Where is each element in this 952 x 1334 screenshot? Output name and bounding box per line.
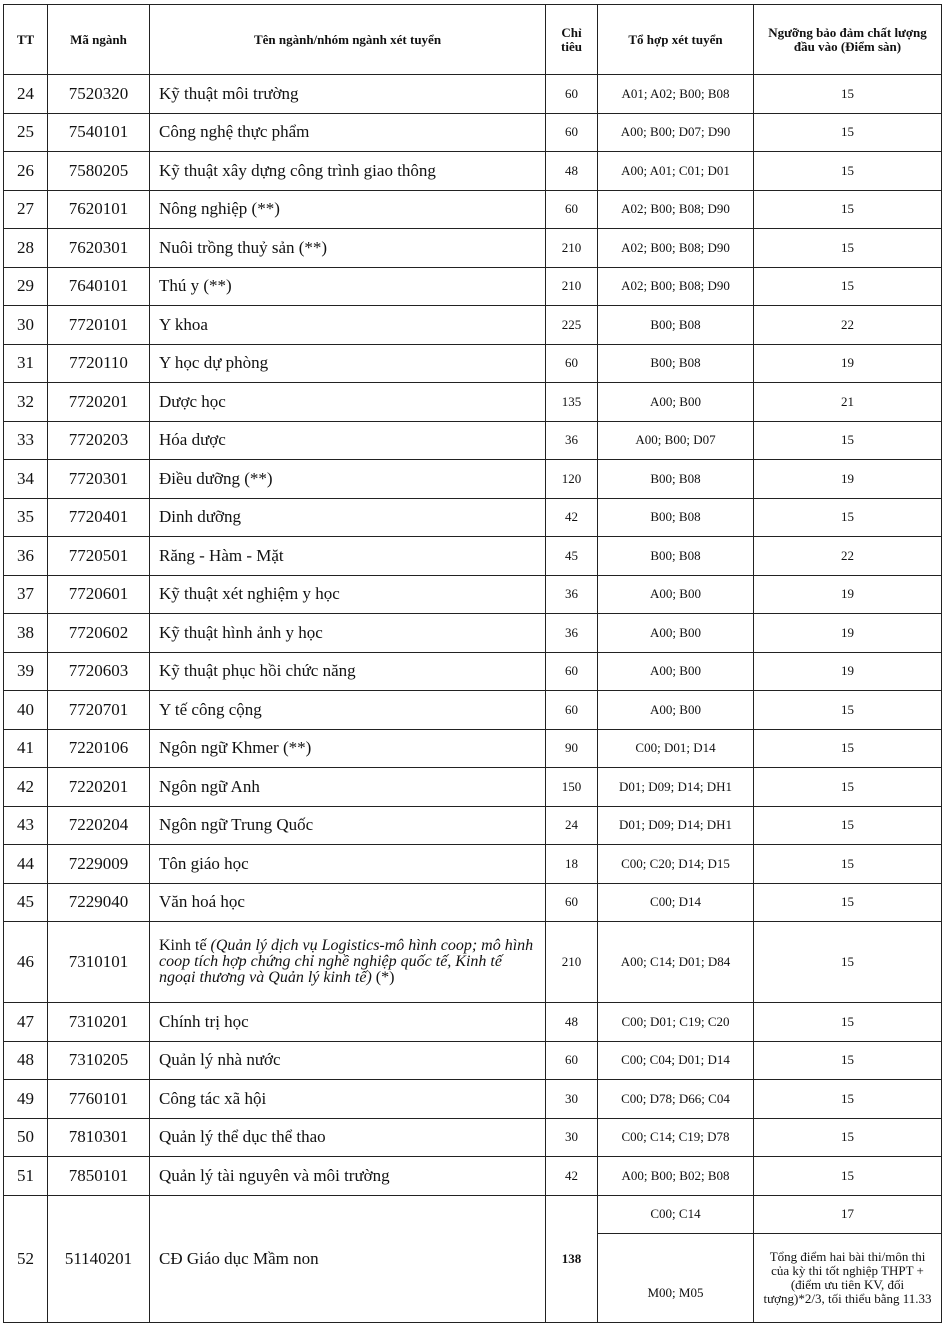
cell-tt: 50 xyxy=(4,1118,48,1157)
cell-quota: 48 xyxy=(546,152,598,191)
cell-floor: 15 xyxy=(754,152,942,191)
cell-floor: 15 xyxy=(754,190,942,229)
cell-quota: 60 xyxy=(546,113,598,152)
cell-quota: 30 xyxy=(546,1080,598,1119)
cell-combo: M00; M05 xyxy=(598,1234,754,1323)
cell-combo: C00; D01; D14 xyxy=(598,729,754,768)
cell-code: 7310205 xyxy=(48,1041,150,1080)
cell-code: 7229040 xyxy=(48,883,150,922)
cell-code: 7720603 xyxy=(48,652,150,691)
cell-tt: 47 xyxy=(4,1003,48,1042)
cell-quota: 225 xyxy=(546,306,598,345)
cell-quota: 60 xyxy=(546,652,598,691)
cell-combo: C00; C04; D01; D14 xyxy=(598,1041,754,1080)
cell-tt: 28 xyxy=(4,229,48,268)
header-tt: TT xyxy=(4,5,48,75)
cell-quota: 210 xyxy=(546,229,598,268)
cell-floor: 15 xyxy=(754,75,942,114)
cell-combo: C00; D14 xyxy=(598,883,754,922)
cell-floor: 21 xyxy=(754,383,942,422)
cell-name: Kỹ thuật phục hồi chức năng xyxy=(150,652,546,691)
cell-code: 7720501 xyxy=(48,537,150,576)
table-row xyxy=(4,729,942,768)
cell-combo: B00; B08 xyxy=(598,306,754,345)
cell-floor: 15 xyxy=(754,768,942,807)
cell-floor: 15 xyxy=(754,421,942,460)
cell-tt: 40 xyxy=(4,691,48,730)
cell-tt: 49 xyxy=(4,1080,48,1119)
cell-combo: C00; D78; D66; C04 xyxy=(598,1080,754,1119)
cell-quota: 36 xyxy=(546,614,598,653)
cell-name: Kỹ thuật hình ảnh y học xyxy=(150,614,546,653)
table-row xyxy=(4,421,942,460)
cell-quota: 210 xyxy=(546,267,598,306)
cell-floor: 15 xyxy=(754,922,942,1003)
header-code: Mã ngành xyxy=(48,5,150,75)
cell-quota: 30 xyxy=(546,1118,598,1157)
cell-floor: 19 xyxy=(754,460,942,499)
cell-name: Nông nghiệp (**) xyxy=(150,190,546,229)
cell-name: Nuôi trồng thuỷ sản (**) xyxy=(150,229,546,268)
cell-code: 7310201 xyxy=(48,1003,150,1042)
cell-tt: 32 xyxy=(4,383,48,422)
cell-quota: 18 xyxy=(546,845,598,884)
cell-quota: 42 xyxy=(546,1157,598,1196)
cell-code: 7720602 xyxy=(48,614,150,653)
cell-tt: 37 xyxy=(4,575,48,614)
cell-code: 7720203 xyxy=(48,421,150,460)
cell-code: 7540101 xyxy=(48,113,150,152)
cell-combo: D01; D09; D14; DH1 xyxy=(598,806,754,845)
table-row xyxy=(4,306,942,345)
table-row xyxy=(4,460,942,499)
cell-combo: A00; B00 xyxy=(598,614,754,653)
cell-floor: 15 xyxy=(754,691,942,730)
header-combo: Tổ hợp xét tuyển xyxy=(598,5,754,75)
cell-combo: A00; B00; D07; D90 xyxy=(598,113,754,152)
cell-name: Tôn giáo học xyxy=(150,845,546,884)
cell-combo: B00; B08 xyxy=(598,344,754,383)
cell-name: Kỹ thuật xét nghiệm y học xyxy=(150,575,546,614)
table-row xyxy=(4,229,942,268)
cell-combo: A02; B00; B08; D90 xyxy=(598,267,754,306)
table-row xyxy=(4,1080,942,1119)
cell-tt: 35 xyxy=(4,498,48,537)
cell-code: 7580205 xyxy=(48,152,150,191)
cell-name: Quản lý thể dục thể thao xyxy=(150,1118,546,1157)
cell-tt: 52 xyxy=(4,1195,48,1323)
cell-name: Ngôn ngữ Khmer (**) xyxy=(150,729,546,768)
cell-tt: 45 xyxy=(4,883,48,922)
cell-floor: 15 xyxy=(754,229,942,268)
cell-tt: 48 xyxy=(4,1041,48,1080)
cell-code: 7720301 xyxy=(48,460,150,499)
cell-combo: B00; B08 xyxy=(598,498,754,537)
cell-floor: 19 xyxy=(754,575,942,614)
table-row xyxy=(4,883,942,922)
cell-name: Kỹ thuật môi trường xyxy=(150,75,546,114)
cell-quota: 150 xyxy=(546,768,598,807)
cell-floor: 15 xyxy=(754,883,942,922)
cell-code: 7850101 xyxy=(48,1157,150,1196)
cell-combo: B00; B08 xyxy=(598,460,754,499)
cell-name: Dược học xyxy=(150,383,546,422)
cell-code: 7720701 xyxy=(48,691,150,730)
cell-combo: A00; B00 xyxy=(598,691,754,730)
table-row xyxy=(4,575,942,614)
cell-combo: D01; D09; D14; DH1 xyxy=(598,768,754,807)
table-row xyxy=(4,113,942,152)
cell-quota: 42 xyxy=(546,498,598,537)
cell-name: Ngôn ngữ Trung Quốc xyxy=(150,806,546,845)
cell-quota: 60 xyxy=(546,691,598,730)
cell-name: Chính trị học xyxy=(150,1003,546,1042)
cell-floor: 15 xyxy=(754,113,942,152)
cell-name: Thú y (**) xyxy=(150,267,546,306)
cell-code: 7620301 xyxy=(48,229,150,268)
cell-tt: 39 xyxy=(4,652,48,691)
cell-floor: 15 xyxy=(754,1003,942,1042)
cell-code: 7520320 xyxy=(48,75,150,114)
cell-name: Hóa dược xyxy=(150,421,546,460)
cell-floor: 15 xyxy=(754,729,942,768)
table-row xyxy=(4,1118,942,1157)
cell-code: 7620101 xyxy=(48,190,150,229)
cell-tt: 42 xyxy=(4,768,48,807)
cell-combo: A00; A01; C01; D01 xyxy=(598,152,754,191)
cell-quota: 60 xyxy=(546,1041,598,1080)
cell-tt: 41 xyxy=(4,729,48,768)
header-quota: Chỉ tiêu xyxy=(546,5,598,75)
table-row xyxy=(4,1195,942,1234)
cell-combo: A01; A02; B00; B08 xyxy=(598,75,754,114)
table-row xyxy=(4,922,942,1003)
cell-tt: 38 xyxy=(4,614,48,653)
cell-quota: 60 xyxy=(546,75,598,114)
table-row xyxy=(4,190,942,229)
cell-quota: 60 xyxy=(546,190,598,229)
cell-tt: 43 xyxy=(4,806,48,845)
cell-combo: A00; C14; D01; D84 xyxy=(598,922,754,1003)
cell-combo: A00; B00; B02; B08 xyxy=(598,1157,754,1196)
cell-quota: 210 xyxy=(546,922,598,1003)
cell-name: Quản lý nhà nước xyxy=(150,1041,546,1080)
cell-quota: 36 xyxy=(546,575,598,614)
cell-floor: 19 xyxy=(754,344,942,383)
table-row xyxy=(4,614,942,653)
cell-floor: 15 xyxy=(754,806,942,845)
cell-floor: 15 xyxy=(754,1157,942,1196)
cell-name: Công tác xã hội xyxy=(150,1080,546,1119)
cell-tt: 30 xyxy=(4,306,48,345)
name-suffix: (*) xyxy=(371,969,395,986)
cell-code: 7310101 xyxy=(48,922,150,1003)
table-row xyxy=(4,652,942,691)
cell-name: Công nghệ thực phẩm xyxy=(150,113,546,152)
cell-name: Quản lý tài nguyên và môi trường xyxy=(150,1157,546,1196)
cell-code: 7640101 xyxy=(48,267,150,306)
table-row xyxy=(4,498,942,537)
table-row xyxy=(4,806,942,845)
cell-quota: 45 xyxy=(546,537,598,576)
cell-combo: A00; B00 xyxy=(598,575,754,614)
table-row xyxy=(4,768,942,807)
table-row xyxy=(4,383,942,422)
cell-name: Kỹ thuật xây dựng công trình giao thông xyxy=(150,152,546,191)
cell-code: 7720110 xyxy=(48,344,150,383)
cell-tt: 51 xyxy=(4,1157,48,1196)
cell-tt: 24 xyxy=(4,75,48,114)
table-row xyxy=(4,152,942,191)
cell-name: Y học dự phòng xyxy=(150,344,546,383)
cell-tt: 36 xyxy=(4,537,48,576)
table-row xyxy=(4,845,942,884)
cell-code: 7220201 xyxy=(48,768,150,807)
cell-quota: 60 xyxy=(546,883,598,922)
cell-tt: 46 xyxy=(4,922,48,1003)
cell-combo: C00; C14; C19; D78 xyxy=(598,1118,754,1157)
cell-quota: 135 xyxy=(546,383,598,422)
cell-code: 7760101 xyxy=(48,1080,150,1119)
cell-quota: 90 xyxy=(546,729,598,768)
cell-floor: 15 xyxy=(754,845,942,884)
cell-combo: A00; B00; D07 xyxy=(598,421,754,460)
cell-floor: 19 xyxy=(754,652,942,691)
cell-name xyxy=(150,922,546,1003)
cell-floor-note: Tổng điểm hai bài thi/môn thi của kỳ thi tốt nghiệp THPT + (điểm ưu tiên KV, đối tượng)*2/3, tối thiểu bằng 11.33 xyxy=(754,1234,942,1323)
table-row xyxy=(4,537,942,576)
cell-code: 7720401 xyxy=(48,498,150,537)
cell-name: Răng - Hàm - Mặt xyxy=(150,537,546,576)
cell-floor: 22 xyxy=(754,537,942,576)
cell-tt: 27 xyxy=(4,190,48,229)
cell-code: 7720601 xyxy=(48,575,150,614)
cell-floor: 15 xyxy=(754,267,942,306)
cell-code: 7810301 xyxy=(48,1118,150,1157)
table-row xyxy=(4,1041,942,1080)
cell-tt: 31 xyxy=(4,344,48,383)
cell-code: 51140201 xyxy=(48,1195,150,1323)
cell-floor: 15 xyxy=(754,1118,942,1157)
header-name: Tên ngành/nhóm ngành xét tuyển xyxy=(150,5,546,75)
table-row xyxy=(4,267,942,306)
table-row xyxy=(4,1157,942,1196)
cell-quota: 24 xyxy=(546,806,598,845)
cell-floor: 22 xyxy=(754,306,942,345)
cell-combo: C00; C20; D14; D15 xyxy=(598,845,754,884)
cell-tt: 26 xyxy=(4,152,48,191)
table-row xyxy=(4,1003,942,1042)
cell-name: CĐ Giáo dục Mầm non xyxy=(150,1195,546,1323)
cell-floor: 15 xyxy=(754,498,942,537)
cell-combo: C00; C14 xyxy=(598,1195,754,1234)
cell-code: 7720101 xyxy=(48,306,150,345)
header-floor: Ngưỡng bảo đảm chất lượng đầu vào (Điểm sàn) xyxy=(754,5,942,75)
cell-combo: B00; B08 xyxy=(598,537,754,576)
cell-code: 7220106 xyxy=(48,729,150,768)
cell-name: Điều dưỡng (**) xyxy=(150,460,546,499)
cell-combo: A00; B00 xyxy=(598,652,754,691)
table-row xyxy=(4,691,942,730)
cell-name: Ngôn ngữ Anh xyxy=(150,768,546,807)
cell-combo: A02; B00; B08; D90 xyxy=(598,229,754,268)
cell-quota: 60 xyxy=(546,344,598,383)
cell-name: Dinh dưỡng xyxy=(150,498,546,537)
name-prefix: Kinh tế xyxy=(159,937,211,954)
cell-name: Y tế công cộng xyxy=(150,691,546,730)
cell-floor: 15 xyxy=(754,1080,942,1119)
cell-tt: 44 xyxy=(4,845,48,884)
admission-table xyxy=(3,4,942,1323)
cell-floor: 15 xyxy=(754,1041,942,1080)
cell-combo: A02; B00; B08; D90 xyxy=(598,190,754,229)
cell-name: Y khoa xyxy=(150,306,546,345)
cell-combo: C00; D01; C19; C20 xyxy=(598,1003,754,1042)
table-row xyxy=(4,344,942,383)
table-row xyxy=(4,75,942,114)
cell-quota: 120 xyxy=(546,460,598,499)
cell-quota: 48 xyxy=(546,1003,598,1042)
cell-floor: 19 xyxy=(754,614,942,653)
name-italic: (Quản lý dịch vụ Logistics-mô hình coop; mô hình coop tích hợp chứng chỉ nghề nghiệp quốc tế, Kinh tế ngoại thương và Quản lý kinh tế) xyxy=(159,937,534,986)
cell-combo: A00; B00 xyxy=(598,383,754,422)
cell-tt: 25 xyxy=(4,113,48,152)
cell-code: 7220204 xyxy=(48,806,150,845)
cell-tt: 29 xyxy=(4,267,48,306)
cell-quota: 138 xyxy=(546,1195,598,1323)
cell-name: Văn hoá học xyxy=(150,883,546,922)
header-row xyxy=(4,5,942,75)
cell-floor: 17 xyxy=(754,1195,942,1234)
cell-code: 7720201 xyxy=(48,383,150,422)
cell-code: 7229009 xyxy=(48,845,150,884)
cell-tt: 33 xyxy=(4,421,48,460)
cell-quota: 36 xyxy=(546,421,598,460)
cell-tt: 34 xyxy=(4,460,48,499)
